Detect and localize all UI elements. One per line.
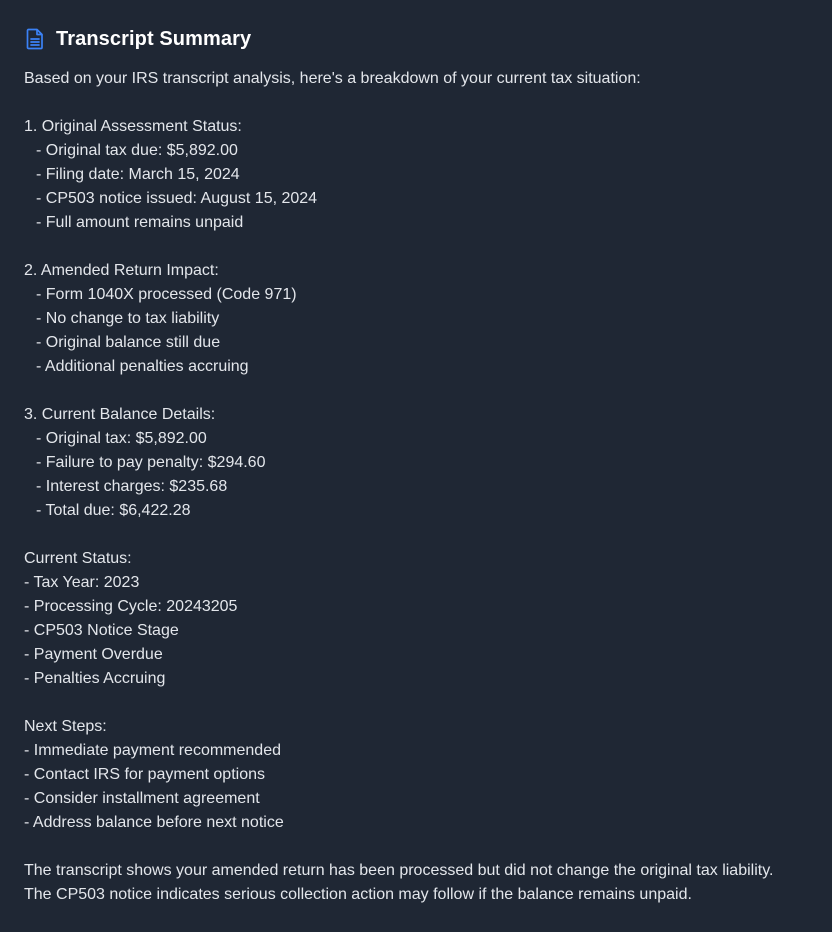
summary-content bbox=[24, 115, 808, 907]
section-heading: Next Steps: bbox=[24, 718, 107, 735]
section-current-status bbox=[24, 547, 808, 691]
list-item: - Additional penalties accruing bbox=[36, 358, 249, 375]
list-item: - Original tax: $5,892.00 bbox=[36, 430, 207, 447]
closing-line: The CP503 notice indicates serious collection action may follow if the balance remains unpaid. bbox=[24, 886, 692, 903]
list-item: - No change to tax liability bbox=[36, 310, 220, 327]
list-item: - Processing Cycle: 20243205 bbox=[24, 598, 238, 615]
list-item: - CP503 notice issued: August 15, 2024 bbox=[36, 190, 318, 207]
section-heading: 3. Current Balance Details: bbox=[24, 406, 216, 423]
list-item: - Immediate payment recommended bbox=[24, 742, 281, 759]
list-item: - Interest charges: $235.68 bbox=[36, 478, 228, 495]
list-item: - Form 1040X processed (Code 971) bbox=[36, 286, 297, 303]
list-item: - Contact IRS for payment options bbox=[24, 766, 265, 783]
list-item: - Original tax due: $5,892.00 bbox=[36, 142, 238, 159]
list-item: - Original balance still due bbox=[36, 334, 221, 351]
list-item: - Consider installment agreement bbox=[24, 790, 260, 807]
section-current-balance bbox=[24, 403, 808, 523]
page-title: Transcript Summary bbox=[56, 27, 252, 50]
list-item: - CP503 Notice Stage bbox=[24, 622, 179, 639]
summary-header bbox=[24, 26, 808, 52]
list-item: - Full amount remains unpaid bbox=[36, 214, 244, 231]
list-item: - Filing date: March 15, 2024 bbox=[36, 166, 240, 183]
list-item: - Failure to pay penalty: $294.60 bbox=[36, 454, 266, 471]
section-original-assessment bbox=[24, 115, 808, 235]
closing-line: The transcript shows your amended return has been processed but did not change the original tax liability. bbox=[24, 862, 774, 879]
list-item: - Total due: $6,422.28 bbox=[36, 502, 191, 519]
section-heading: Current Status: bbox=[24, 550, 132, 567]
document-icon bbox=[24, 28, 46, 50]
section-heading: 1. Original Assessment Status: bbox=[24, 118, 242, 135]
section-heading: 2. Amended Return Impact: bbox=[24, 262, 219, 279]
list-item: - Address balance before next notice bbox=[24, 814, 284, 831]
list-item: - Penalties Accruing bbox=[24, 670, 166, 687]
section-amended-return bbox=[24, 259, 808, 379]
closing-paragraph bbox=[24, 859, 808, 907]
list-item: - Tax Year: 2023 bbox=[24, 574, 140, 591]
intro-text: Based on your IRS transcript analysis, here's a breakdown of your current tax situation: bbox=[24, 70, 641, 87]
section-next-steps bbox=[24, 715, 808, 835]
list-item: - Payment Overdue bbox=[24, 646, 163, 663]
